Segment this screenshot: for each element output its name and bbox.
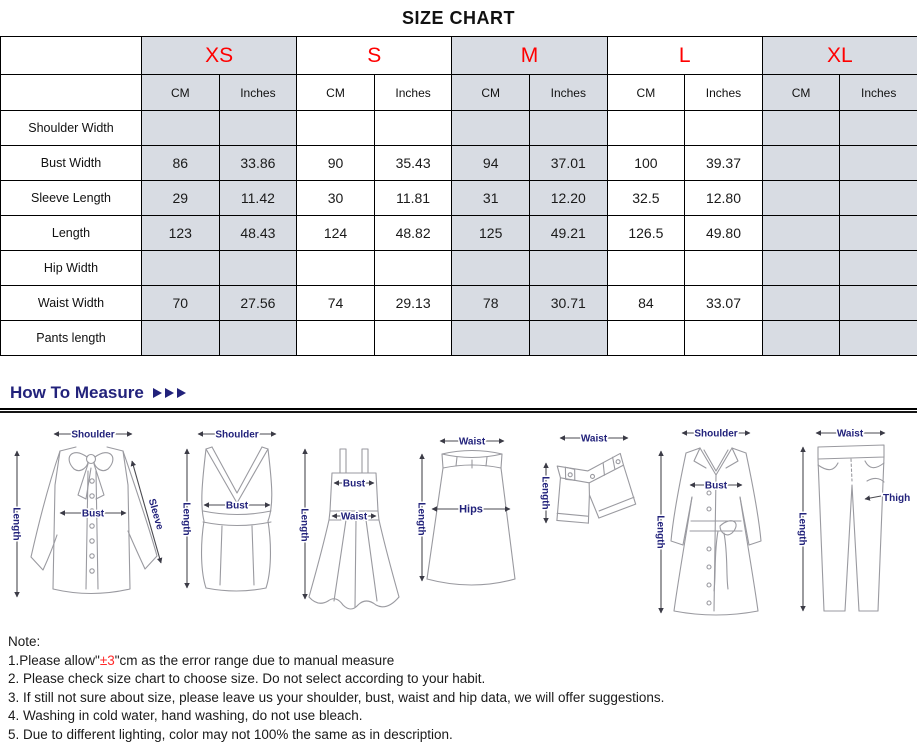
tank-top-drawing	[202, 447, 272, 591]
cell	[530, 111, 608, 146]
shorts-figure	[532, 421, 644, 623]
blouse-figure	[4, 421, 174, 623]
table-row	[1, 111, 917, 146]
cell	[452, 111, 530, 146]
cell: 123	[142, 216, 220, 251]
cell: 33.86	[219, 146, 297, 181]
cell: 11.42	[219, 181, 297, 216]
cell	[762, 321, 840, 356]
cell	[607, 321, 685, 356]
table-row	[1, 321, 917, 356]
cell: 74	[297, 286, 375, 321]
cell: 39.37	[685, 146, 763, 181]
thigh-label: Thigh	[883, 493, 911, 504]
waist-label: Waist	[836, 428, 864, 440]
shoulder-label: Shoulder	[215, 429, 259, 441]
bust-label: Bust	[225, 500, 249, 512]
hips-label: Hips	[459, 503, 483, 516]
cell	[219, 251, 297, 286]
note-line-1	[8, 652, 917, 671]
dress-figure	[298, 421, 410, 623]
cell	[142, 111, 220, 146]
size-header-l: L	[607, 37, 762, 75]
cell	[607, 111, 685, 146]
shoulder-label: Shoulder	[71, 429, 115, 441]
unit-header: Inches	[219, 75, 297, 111]
unit-header: CM	[452, 75, 530, 111]
bust-label: Bust	[81, 508, 105, 520]
cell	[452, 251, 530, 286]
cell: 33.07	[685, 286, 763, 321]
unit-header: CM	[607, 75, 685, 111]
skirt-figure	[412, 421, 530, 623]
cell: 29	[142, 181, 220, 216]
table-row	[1, 216, 917, 251]
cell	[762, 216, 840, 251]
cell	[452, 321, 530, 356]
length-label: Length	[415, 502, 427, 536]
cell: 37.01	[530, 146, 608, 181]
pants-drawing	[818, 445, 884, 611]
pants-dimensions	[797, 429, 911, 612]
cell	[530, 321, 608, 356]
cell: 32.5	[607, 181, 685, 216]
unit-header: Inches	[840, 75, 917, 111]
cell	[685, 251, 763, 286]
cell	[762, 111, 840, 146]
cell	[685, 321, 763, 356]
cell	[840, 286, 917, 321]
cell: 49.80	[685, 216, 763, 251]
unit-header: Inches	[685, 75, 763, 111]
cell	[840, 251, 917, 286]
length-label: Length	[10, 507, 22, 541]
chevron-right-icon	[165, 388, 174, 398]
dress-drawing	[309, 449, 399, 609]
cell	[840, 216, 917, 251]
table-row	[1, 251, 917, 286]
page-title: SIZE CHART	[402, 8, 515, 28]
waist-label: Waist	[458, 436, 486, 448]
how-to-measure-label: How To Measure	[10, 383, 144, 402]
cell: 11.81	[374, 181, 452, 216]
cell: 90	[297, 146, 375, 181]
cell	[142, 251, 220, 286]
cell	[374, 251, 452, 286]
cell: 124	[297, 216, 375, 251]
note-1-tolerance: ±3	[99, 652, 115, 668]
notes-title: Note:	[8, 634, 41, 649]
row-label: Bust Width	[1, 146, 142, 181]
cell: 12.20	[530, 181, 608, 216]
cell: 125	[452, 216, 530, 251]
blouse-drawing	[31, 447, 157, 594]
cell	[762, 286, 840, 321]
cell: 30	[297, 181, 375, 216]
cell: 29.13	[374, 286, 452, 321]
note-1-text: 1.Please allow"	[8, 652, 100, 668]
length-label: Length	[796, 512, 808, 546]
waist-label: Waist	[580, 433, 608, 445]
note-line-2: 2. Please check size chart to choose size. Do not select according to your habit.	[8, 671, 486, 687]
table-row	[1, 286, 917, 321]
table-row	[1, 181, 917, 216]
cell: 48.43	[219, 216, 297, 251]
length-label: Length	[539, 476, 551, 510]
cell	[219, 321, 297, 356]
length-label: Length	[654, 515, 666, 549]
corner-cell	[1, 37, 142, 75]
unit-header: CM	[762, 75, 840, 111]
cell: 30.71	[530, 286, 608, 321]
length-label: Length	[180, 502, 192, 536]
cell	[374, 321, 452, 356]
chevron-right-icon	[177, 388, 186, 398]
cell: 48.82	[374, 216, 452, 251]
note-line-4: 4. Washing in cold water, hand washing, do not use bleach.	[8, 708, 363, 724]
cell	[297, 321, 375, 356]
cell	[374, 111, 452, 146]
unit-header-row	[1, 75, 917, 111]
cell: 94	[452, 146, 530, 181]
row-label: Sleeve Length	[1, 181, 142, 216]
cell	[762, 251, 840, 286]
row-label: Pants length	[1, 321, 142, 356]
size-chart-table	[0, 36, 917, 356]
cell	[840, 181, 917, 216]
cell: 49.21	[530, 216, 608, 251]
cell: 100	[607, 146, 685, 181]
size-header-s: S	[297, 37, 452, 75]
tank-top-dimensions	[181, 430, 277, 589]
pants-figure	[788, 421, 913, 623]
cell: 86	[142, 146, 220, 181]
cell	[762, 181, 840, 216]
length-label: Length	[298, 508, 310, 542]
cell	[297, 251, 375, 286]
cell: 126.5	[607, 216, 685, 251]
coat-drawing	[671, 448, 761, 615]
cell	[762, 146, 840, 181]
bust-label: Bust	[342, 478, 366, 490]
shorts-dimensions	[540, 434, 629, 524]
cell	[219, 111, 297, 146]
note-1-text-end: "cm as the error range due to manual measure	[114, 652, 395, 668]
cell	[685, 111, 763, 146]
cell: 70	[142, 286, 220, 321]
shorts-drawing	[551, 452, 637, 526]
blouse-dimensions	[11, 430, 166, 598]
measure-figures	[0, 413, 917, 625]
cell: 27.56	[219, 286, 297, 321]
cell	[840, 111, 917, 146]
cell: 35.43	[374, 146, 452, 181]
unit-header: Inches	[530, 75, 608, 111]
row-label: Shoulder Width	[1, 111, 142, 146]
sleeve-label: Sleeve	[145, 497, 166, 532]
waist-label: Waist	[340, 511, 368, 523]
coat-figure	[646, 421, 786, 623]
unit-header: Inches	[374, 75, 452, 111]
row-label: Length	[1, 216, 142, 251]
corner-cell-2	[1, 75, 142, 111]
cell	[297, 111, 375, 146]
skirt-drawing	[427, 451, 515, 586]
note-line-3: 3. If still not sure about size, please leave us your shoulder, bust, waist and hip data, we will offer suggestions.	[8, 689, 665, 705]
cell	[142, 321, 220, 356]
cell	[607, 251, 685, 286]
cell: 31	[452, 181, 530, 216]
shoulder-label: Shoulder	[694, 428, 738, 440]
tank-top-figure	[176, 421, 296, 623]
bust-label: Bust	[704, 480, 728, 492]
note-line-5: 5. Due to different lighting, color may not 100% the same as in description.	[8, 726, 453, 742]
cell	[530, 251, 608, 286]
cell	[840, 146, 917, 181]
size-header-m: M	[452, 37, 607, 75]
row-label: Waist Width	[1, 286, 142, 321]
size-header-row	[1, 37, 917, 75]
cell: 84	[607, 286, 685, 321]
cell: 12.80	[685, 181, 763, 216]
cell	[840, 321, 917, 356]
size-header-xl: XL	[762, 37, 917, 75]
unit-header: CM	[142, 75, 220, 111]
row-label: Hip Width	[1, 251, 142, 286]
how-to-measure-heading	[0, 381, 917, 405]
chevron-right-icon	[153, 388, 162, 398]
table-row	[1, 146, 917, 181]
unit-header: CM	[297, 75, 375, 111]
size-header-xs: XS	[142, 37, 297, 75]
cell: 78	[452, 286, 530, 321]
notes-section	[0, 633, 917, 745]
